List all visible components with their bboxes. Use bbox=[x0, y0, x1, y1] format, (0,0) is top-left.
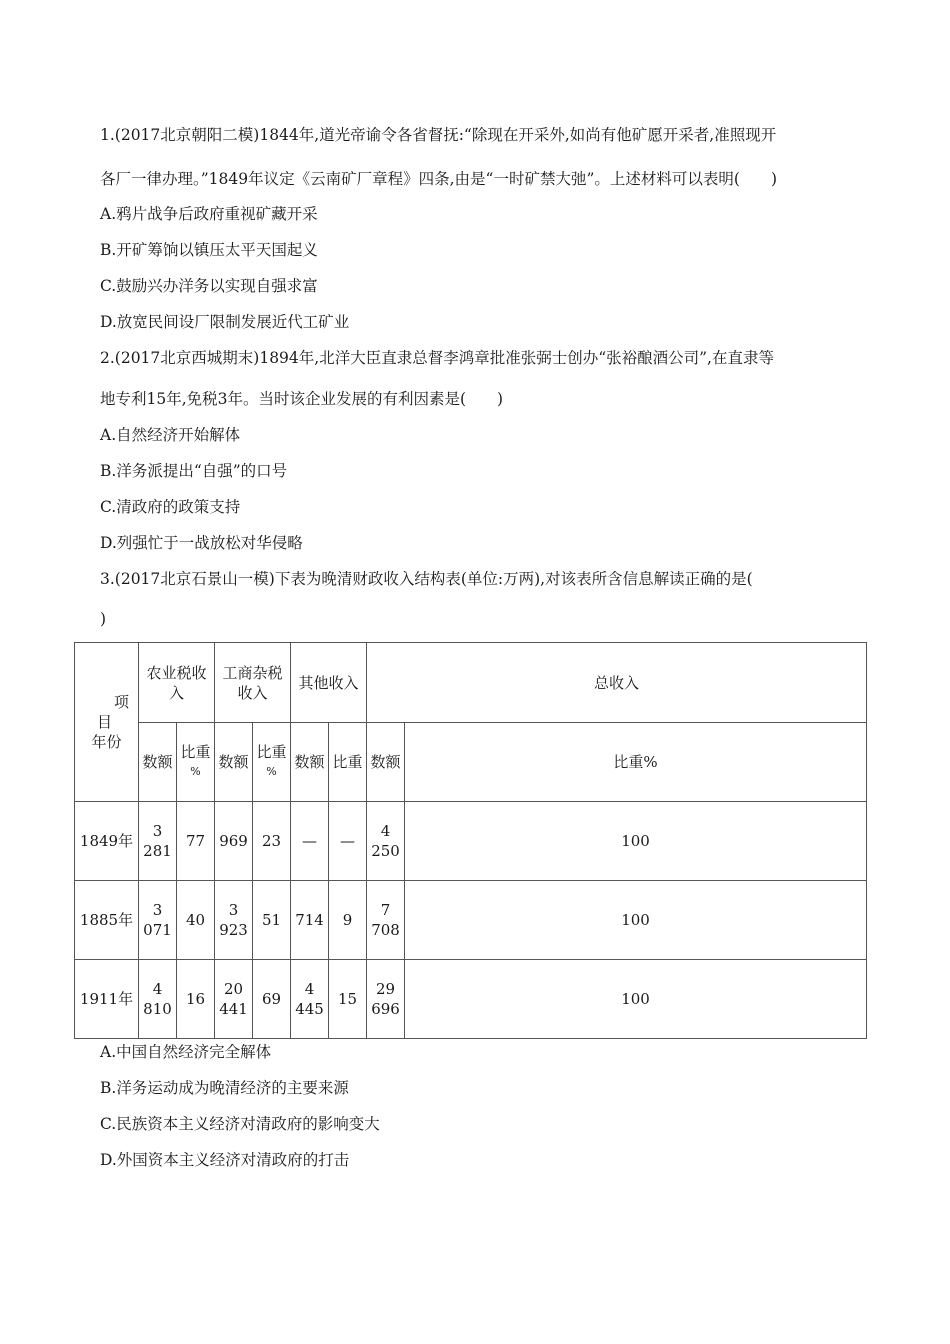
header-agri-line1: 农业税收 bbox=[146, 663, 207, 682]
year-cell: 1885年 bbox=[75, 881, 139, 960]
q3-option-c: C.民族资本主义经济对清政府的影响变大 bbox=[100, 1115, 380, 1133]
sub-ind-amount: 数额 bbox=[215, 723, 253, 802]
ind-amount-cell bbox=[215, 881, 253, 960]
sub-agri-ratio bbox=[177, 723, 215, 802]
total-amount-part1: 4 bbox=[380, 822, 391, 840]
total-amount-part1: 29 bbox=[376, 980, 396, 998]
total-amount-cell bbox=[367, 960, 405, 1039]
corner-label-mu: 目 bbox=[96, 713, 112, 731]
header-industry-line1: 工商杂税 bbox=[222, 663, 283, 682]
total-amount-part2: 708 bbox=[371, 921, 400, 939]
agri-amount-part1: 4 bbox=[152, 980, 163, 998]
agri-amount-part2: 071 bbox=[143, 921, 172, 939]
header-agri bbox=[139, 643, 215, 723]
q1-option-d: D.放宽民间设厂限制发展近代工矿业 bbox=[100, 313, 350, 331]
table-row bbox=[75, 802, 867, 881]
q1-option-c: C.鼓励兴办洋务以实现自强求富 bbox=[100, 277, 318, 295]
ind-ratio-cell: 23 bbox=[253, 802, 291, 881]
other-amount-part2: 445 bbox=[295, 1000, 324, 1018]
total-amount-cell bbox=[367, 881, 405, 960]
sub-total-ratio: 比重% bbox=[405, 723, 867, 802]
sub-agri-amount: 数额 bbox=[139, 723, 177, 802]
agri-ratio-cell: 16 bbox=[177, 960, 215, 1039]
q2-stem-line2: 地专利15年,免税3年。当时该企业发展的有利因素是( ) bbox=[100, 390, 504, 408]
q2-option-a: A.自然经济开始解体 bbox=[100, 426, 241, 444]
sub-agri-ratio-label: 比重 bbox=[180, 743, 211, 761]
header-agri-line2: 入 bbox=[169, 683, 185, 702]
other-amount-cell bbox=[291, 960, 329, 1039]
agri-ratio-cell: 77 bbox=[177, 802, 215, 881]
header-corner bbox=[75, 643, 139, 802]
total-ratio-cell: 100 bbox=[405, 802, 867, 881]
q3-stem-line2: ) bbox=[100, 610, 107, 628]
total-amount-cell bbox=[367, 802, 405, 881]
ind-amount-cell bbox=[215, 960, 253, 1039]
ind-ratio-cell: 69 bbox=[253, 960, 291, 1039]
agri-amount-cell bbox=[139, 960, 177, 1039]
ind-amount-part1: 3 bbox=[228, 901, 239, 919]
other-ratio-cell: 15 bbox=[329, 960, 367, 1039]
corner-label-xiang: 项 bbox=[113, 693, 129, 711]
q1-stem-line1: 1.(2017北京朝阳二模)1844年,道光帝谕令各省督抚:“除现在开采外,如尚有他矿愿开采者,准照现开 bbox=[100, 126, 777, 144]
sub-agri-ratio-pct: % bbox=[190, 765, 201, 778]
corner-label-year: 年份 bbox=[91, 733, 122, 751]
other-ratio-cell: 9 bbox=[329, 881, 367, 960]
agri-amount-part2: 810 bbox=[143, 1000, 172, 1018]
ind-amount-part1: 20 bbox=[223, 980, 244, 998]
q1-option-a: A.鸦片战争后政府重视矿藏开采 bbox=[100, 205, 318, 223]
table-row bbox=[75, 881, 867, 960]
ind-amount-part2: 441 bbox=[219, 1000, 248, 1018]
ind-amount-part2: 923 bbox=[219, 921, 248, 939]
sub-total-amount: 数额 bbox=[367, 723, 405, 802]
year-cell: 1849年 bbox=[75, 802, 139, 881]
table-row bbox=[75, 960, 867, 1039]
q3-option-d: D.外国资本主义经济对清政府的打击 bbox=[100, 1151, 350, 1169]
ind-ratio-cell: 51 bbox=[253, 881, 291, 960]
q2-option-d: D.列强忙于一战放松对华侵略 bbox=[100, 534, 303, 552]
q2-option-c: C.清政府的政策支持 bbox=[100, 498, 241, 516]
other-amount-cell: 714 bbox=[291, 881, 329, 960]
sub-ind-ratio bbox=[253, 723, 291, 802]
year-cell: 1911年 bbox=[75, 960, 139, 1039]
agri-amount-cell bbox=[139, 802, 177, 881]
q2-option-b: B.洋务派提出“自强”的口号 bbox=[100, 462, 288, 480]
other-amount-cell: — bbox=[291, 802, 329, 881]
other-amount-part1: 4 bbox=[304, 980, 315, 998]
q2-stem-line1: 2.(2017北京西城期末)1894年,北洋大臣直隶总督李鸿章批准张弼士创办“张裕酿酒公司”,在直隶等 bbox=[100, 349, 774, 367]
agri-amount-part1: 3 bbox=[152, 901, 163, 919]
agri-ratio-cell: 40 bbox=[177, 881, 215, 960]
total-amount-part2: 250 bbox=[371, 842, 400, 860]
total-ratio-cell: 100 bbox=[405, 960, 867, 1039]
other-ratio-cell: — bbox=[329, 802, 367, 881]
total-amount-part2: 696 bbox=[371, 1000, 400, 1018]
q3-stem-line1: 3.(2017北京石景山一模)下表为晚清财政收入结构表(单位:万两),对该表所含信息解读正确的是( bbox=[100, 570, 753, 588]
q1-stem-line2: 各厂一律办理。”1849年议定《云南矿厂章程》四条,由是“一时矿禁大弛”。上述材料可以表明( ) bbox=[100, 170, 777, 188]
ind-amount-cell: 969 bbox=[215, 802, 253, 881]
q3-option-b: B.洋务运动成为晚清经济的主要来源 bbox=[100, 1079, 349, 1097]
header-other: 其他收入 bbox=[291, 643, 367, 723]
header-industry bbox=[215, 643, 291, 723]
sub-other-ratio: 比重 bbox=[329, 723, 367, 802]
total-amount-part1: 7 bbox=[380, 901, 391, 919]
agri-amount-part2: 281 bbox=[143, 842, 172, 860]
sub-ind-ratio-label: 比重 bbox=[256, 743, 287, 761]
q3-option-a: A.中国自然经济完全解体 bbox=[100, 1043, 272, 1061]
header-total: 总收入 bbox=[367, 643, 867, 723]
total-ratio-cell: 100 bbox=[405, 881, 867, 960]
sub-ind-ratio-pct: % bbox=[266, 765, 277, 778]
q1-option-b: B.开矿筹饷以镇压太平天国起义 bbox=[100, 241, 318, 259]
revenue-table bbox=[74, 642, 867, 1039]
header-industry-line2: 收入 bbox=[237, 683, 268, 702]
agri-amount-part1: 3 bbox=[152, 822, 163, 840]
agri-amount-cell bbox=[139, 881, 177, 960]
sub-other-amount: 数额 bbox=[291, 723, 329, 802]
